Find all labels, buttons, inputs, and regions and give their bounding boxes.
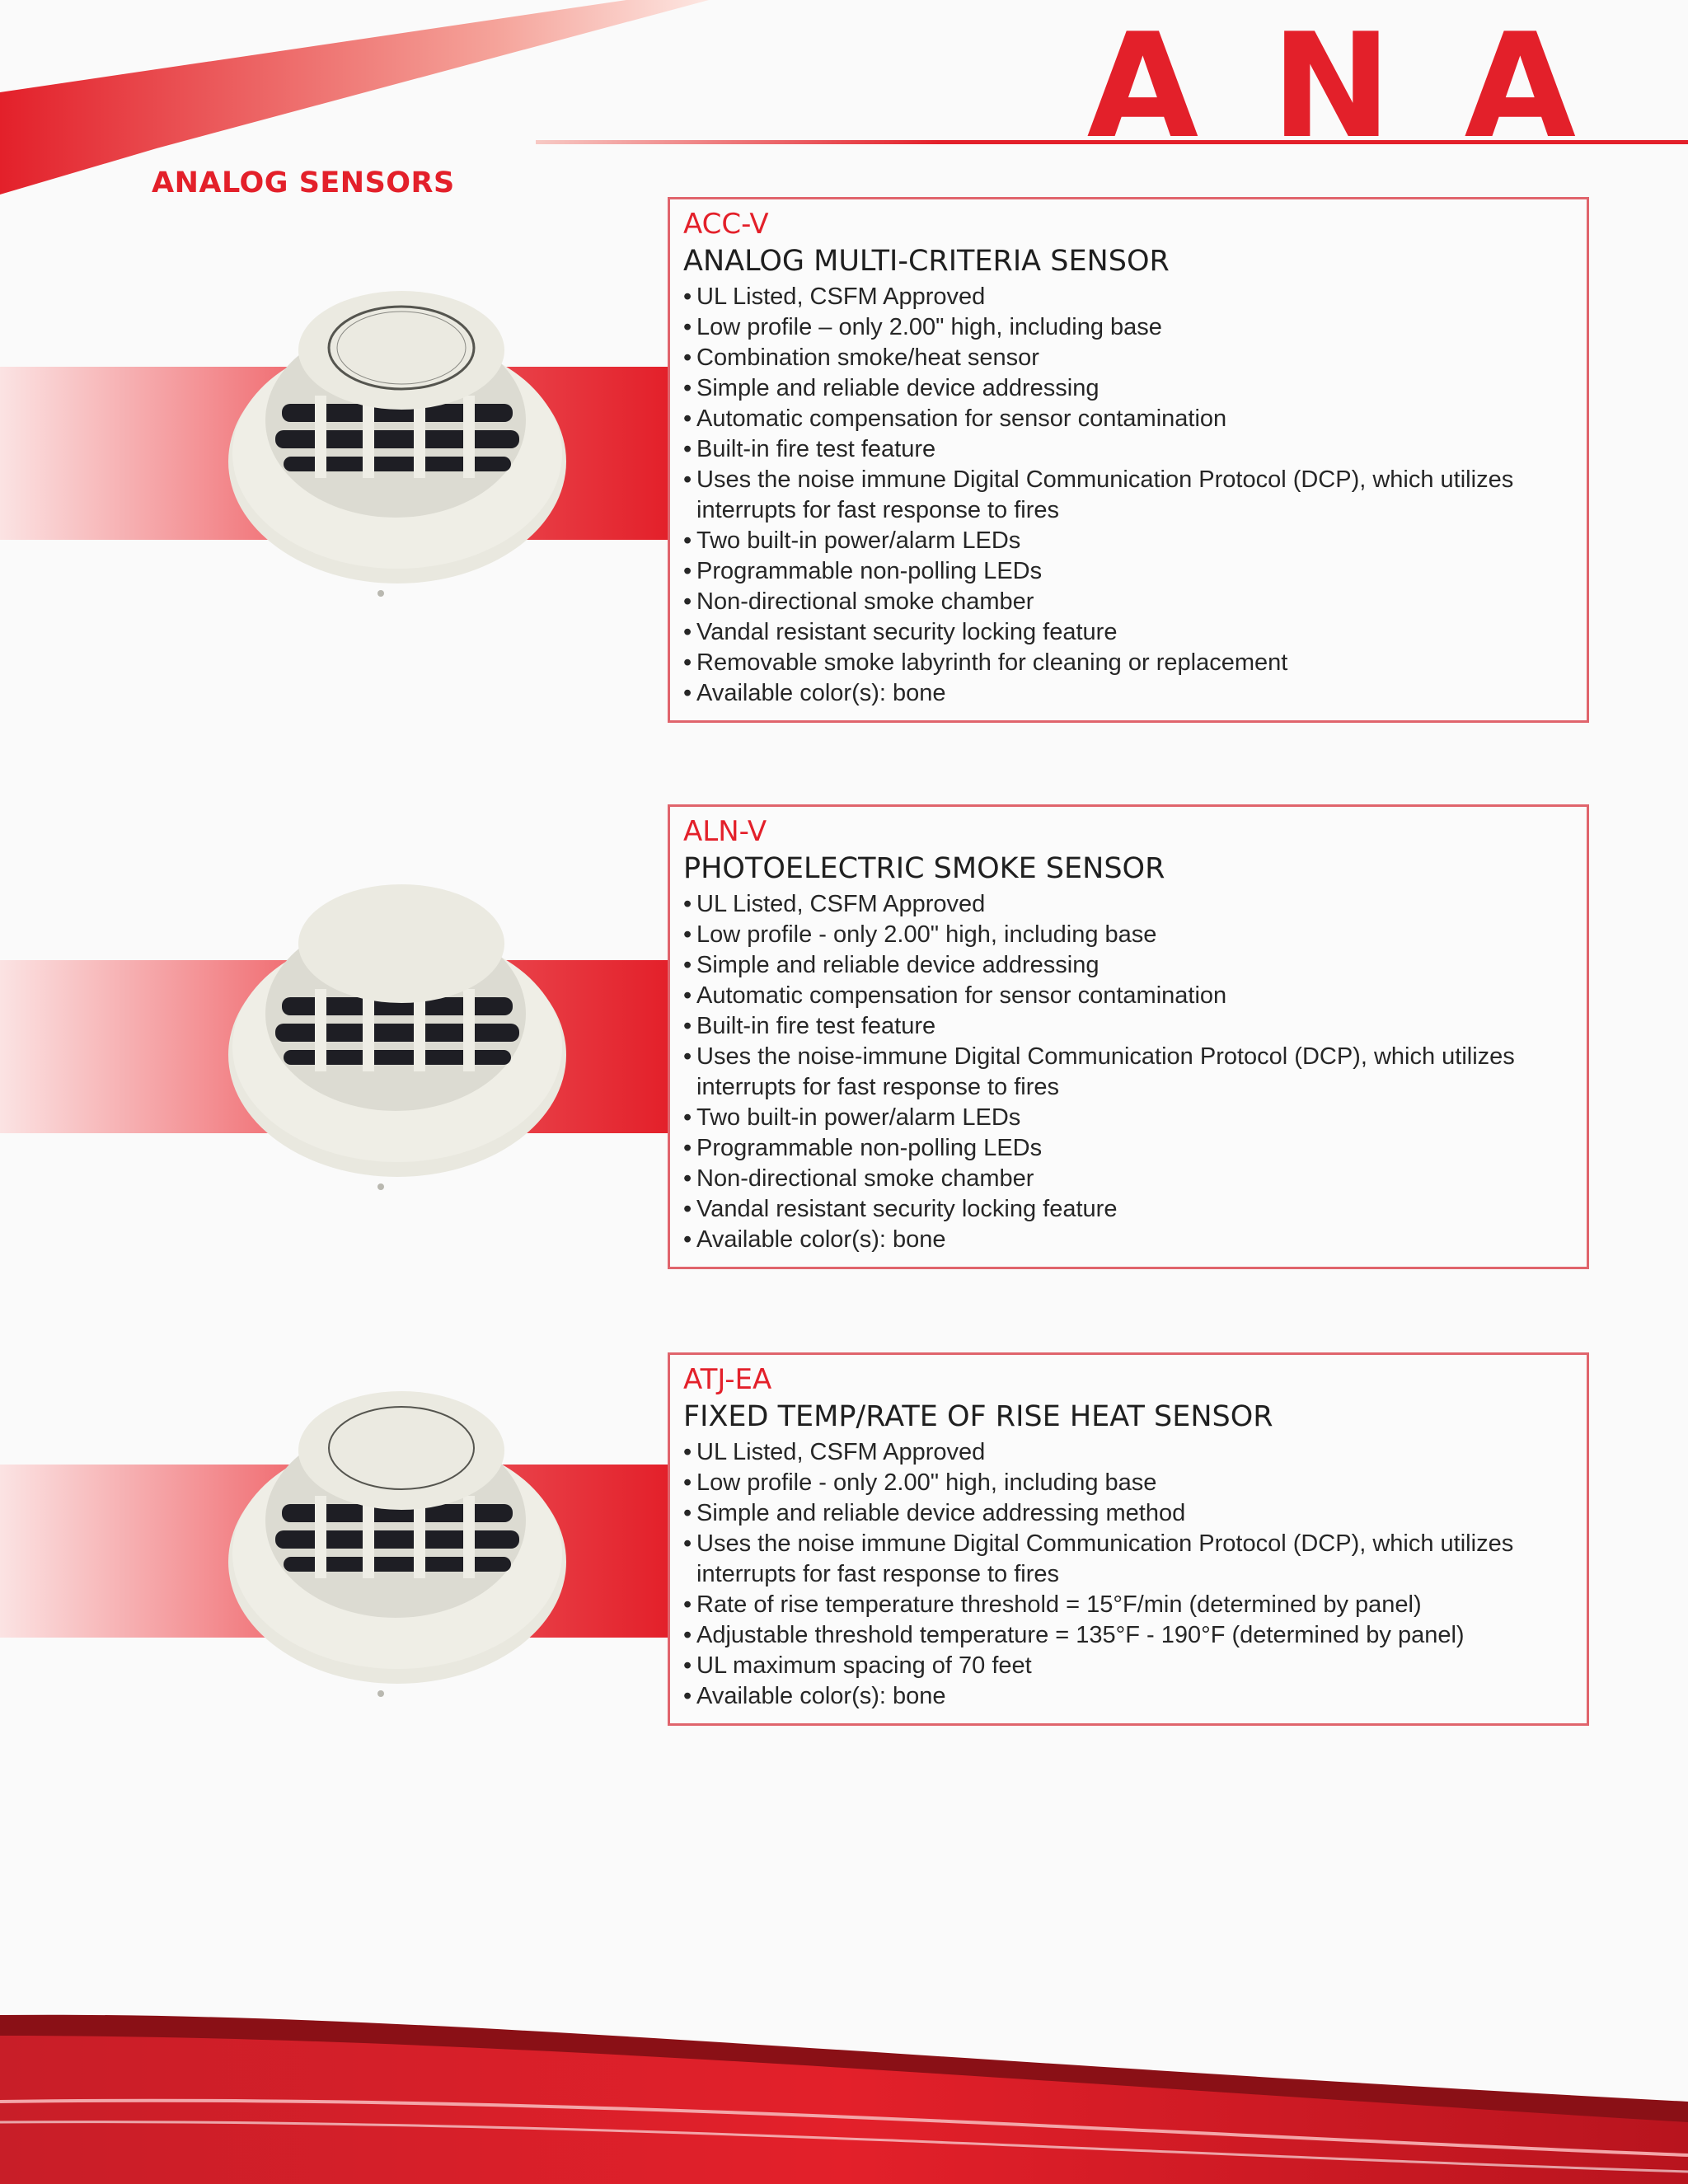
product-name: FIXED TEMP/RATE OF RISE HEAT SENSOR — [683, 1400, 1273, 1433]
feature-item: • UL Listed, CSFM Approved — [683, 889, 1570, 920]
feature-item: • Available color(s): bone — [683, 1681, 1570, 1712]
feature-item: • Non-directional smoke chamber — [683, 1164, 1570, 1194]
feature-item: • Low profile - only 2.00" high, including base — [683, 920, 1570, 950]
feature-item: • Uses the noise-immune Digital Communication Protocol (DCP), which utilizes interrupts for fast response to fires — [683, 1042, 1570, 1103]
product-card — [668, 804, 1589, 1269]
feature-item: • Uses the noise immune Digital Communication Protocol (DCP), which utilizes interrupts for fast response to fires — [683, 465, 1570, 526]
model-number: ACC-V — [683, 208, 769, 241]
heat-sensor-image — [216, 1389, 579, 1710]
feature-item: • Low profile - only 2.00" high, including base — [683, 1468, 1570, 1498]
feature-item: • Uses the noise immune Digital Communication Protocol (DCP), which utilizes interrupts for fast response to fires — [683, 1529, 1570, 1590]
feature-item: • Simple and reliable device addressing — [683, 373, 1570, 404]
feature-item: • Two built-in power/alarm LEDs — [683, 1103, 1570, 1133]
feature-item: • Removable smoke labyrinth for cleaning or replacement — [683, 648, 1570, 678]
section-title: ANALOG SENSORS — [152, 166, 455, 199]
feature-item: • Simple and reliable device addressing — [683, 950, 1570, 981]
feature-item: • Combination smoke/heat sensor — [683, 343, 1570, 373]
feature-item: • Automatic compensation for sensor contamination — [683, 404, 1570, 434]
feature-item: • Non-directional smoke chamber — [683, 587, 1570, 617]
feature-item: • Vandal resistant security locking feature — [683, 1194, 1570, 1225]
feature-item: • Automatic compensation for sensor contamination — [683, 981, 1570, 1011]
product-card — [668, 1352, 1589, 1726]
feature-list — [683, 282, 1570, 709]
feature-list — [683, 1437, 1570, 1712]
feature-item: • Adjustable threshold temperature = 135°F - 190°F (determined by panel) — [683, 1620, 1570, 1651]
feature-item: • Low profile – only 2.00" high, including base — [683, 312, 1570, 343]
feature-item: • Programmable non-polling LEDs — [683, 556, 1570, 587]
feature-item: • Rate of rise temperature threshold = 15°F/min (determined by panel) — [683, 1590, 1570, 1620]
product-card — [668, 197, 1589, 723]
feature-item: • Vandal resistant security locking feature — [683, 617, 1570, 648]
footer-wave — [0, 1978, 1688, 2184]
photoelectric-sensor-image — [216, 882, 579, 1203]
feature-item: • Built-in fire test feature — [683, 1011, 1570, 1042]
product-name: ANALOG MULTI-CRITERIA SENSOR — [683, 245, 1170, 278]
model-number: ALN-V — [683, 815, 767, 848]
product-name: PHOTOELECTRIC SMOKE SENSOR — [683, 852, 1165, 885]
feature-item: • Two built-in power/alarm LEDs — [683, 526, 1570, 556]
feature-item: • Simple and reliable device addressing method — [683, 1498, 1570, 1529]
model-number: ATJ-EA — [683, 1363, 772, 1396]
brand-logo: ANA — [1086, 3, 1648, 171]
feature-item: • UL maximum spacing of 70 feet — [683, 1651, 1570, 1681]
feature-item: • Available color(s): bone — [683, 678, 1570, 709]
feature-item: • UL Listed, CSFM Approved — [683, 1437, 1570, 1468]
feature-item: • Available color(s): bone — [683, 1225, 1570, 1255]
multi-criteria-sensor-image — [216, 288, 579, 610]
feature-item: • Programmable non-polling LEDs — [683, 1133, 1570, 1164]
feature-item: • UL Listed, CSFM Approved — [683, 282, 1570, 312]
feature-list — [683, 889, 1570, 1255]
feature-item: • Built-in fire test feature — [683, 434, 1570, 465]
